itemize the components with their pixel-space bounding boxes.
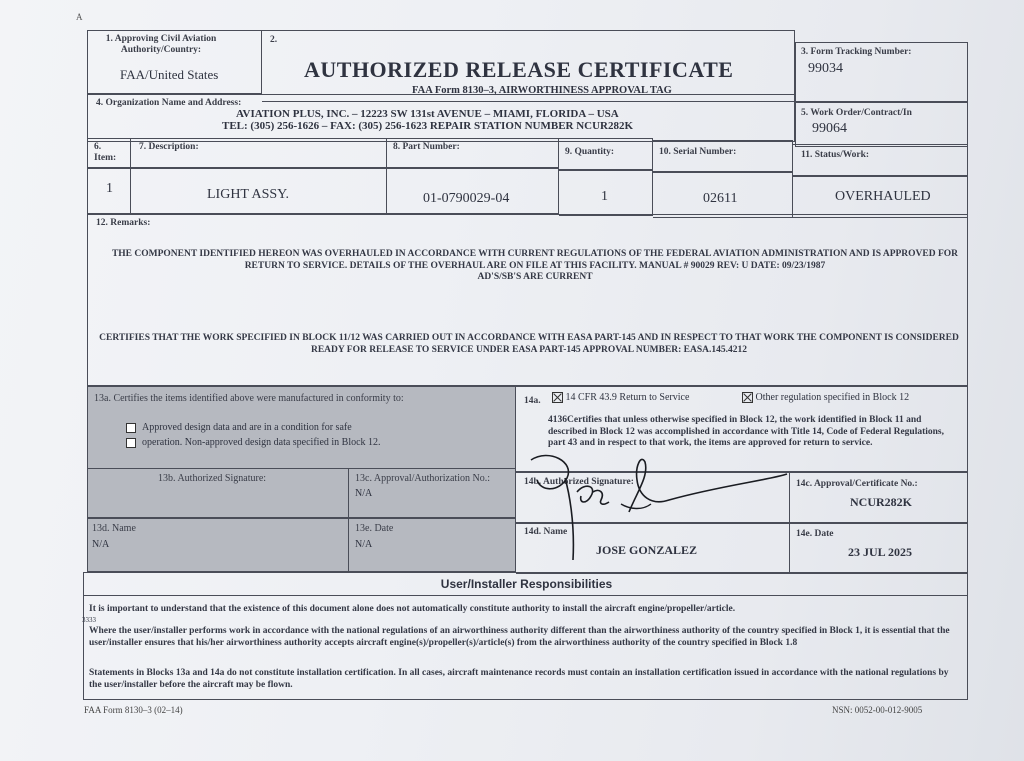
certificate-title: AUTHORIZED RELEASE CERTIFICATE <box>304 57 734 82</box>
description-cell <box>131 168 387 214</box>
serial-cell <box>653 172 793 218</box>
block-1-label: 1. Approving Civil Aviation Authority/Country: <box>105 34 217 55</box>
block-2 <box>262 30 795 102</box>
14a-statement: 4136Certifies that unless otherwise specified in Block 12, the work identified in Block 11 and described in Block 12 was accomplished in accordance with Title 14, Code of Federal Regulations, part 43 and in respect to that work, the items are approved for return to service. <box>548 415 945 448</box>
13e-value: N/A <box>355 539 373 550</box>
14a-option-other-regulation[interactable]: Other regulation specified in Block 12 <box>742 392 909 403</box>
13a-option-approved[interactable]: Approved design data and are in a condition for safe <box>126 422 352 433</box>
block-13d-label: 13d. Name <box>92 523 136 534</box>
block-3 <box>795 42 968 102</box>
responsibilities-p1: It is important to understand that the existence of this document alone does not automatically constitute authority to install the aircraft engine/propeller/article. <box>89 604 736 614</box>
remarks-ad-sb-text: AD'S/SB'S ARE CURRENT <box>477 272 593 282</box>
work-order-number: 99064 <box>812 121 847 136</box>
item-number: 1 <box>106 181 113 196</box>
block-1 <box>87 30 262 94</box>
checked-box-icon <box>742 392 753 403</box>
responsibilities-p3: Statements in Blocks 13a and 14a do not constitute installation certification. In all cases, aircraft maintenance records must contain an installation certification issued in accordance with the national regulations by the user/installer before the aircraft may be flown. <box>89 668 949 690</box>
14c-certificate-number: NCUR282K <box>850 495 912 509</box>
13a-option-nonapproved[interactable]: operation. Non-approved design data specified in Block 12. <box>126 437 381 448</box>
block-14a-label: 14a. <box>524 396 541 406</box>
remarks-label: 12. Remarks: <box>96 218 151 228</box>
responsibilities-header <box>83 572 968 596</box>
corner-mark: A <box>76 12 83 22</box>
block-13e-label: 13e. Date <box>355 523 394 534</box>
quantity-cell <box>559 170 653 216</box>
block-13e <box>349 518 516 572</box>
remarks-overhaul-text: THE COMPONENT IDENTIFIED HEREON WAS OVERHAULED IN ACCORDANCE WITH CURRENT REGULATIONS OF THE FEDERAL AVIATION ADMINISTRATION AND IS APPROVED FOR RETURN TO SERVICE. DETAILS OF THE OVERHAUL ARE ON FILE AT THIS FACILITY. MANUAL # 90029 REV: U DATE: 09/23/1987 <box>111 249 959 271</box>
handwritten-signature <box>519 452 789 562</box>
block-14d-label: 14d. Name <box>524 527 568 537</box>
13d-value: N/A <box>92 539 110 550</box>
form-number-footer: FAA Form 8130–3 (02–14) <box>84 705 183 715</box>
status-header: 11. Status/Work: <box>793 144 968 176</box>
description-header: 7. Description: <box>131 138 387 168</box>
quantity-value: 1 <box>601 189 608 204</box>
item-cell <box>87 168 131 214</box>
org-contact: TEL: (305) 256-1626 – FAX: (305) 256-1623 REPAIR STATION NUMBER NCUR282K <box>222 120 634 132</box>
form-8130-3 <box>83 30 968 700</box>
block-12-remarks <box>87 214 968 386</box>
responsibilities-body <box>83 596 968 700</box>
block-4-label: 4. Organization Name and Address: <box>96 98 242 108</box>
block-14e-label: 14e. Date <box>796 529 834 539</box>
part-number-cell <box>387 168 559 214</box>
block-5-label: 5. Work Order/Contract/In <box>801 108 912 118</box>
block-13a-label: 13a. Certifies the items identified above were manufactured in conformity to: <box>94 393 404 404</box>
block-3-label: 3. Form Tracking Number: <box>801 47 912 57</box>
margin-mark: 3333 <box>82 616 96 624</box>
form-tracking-number: 99034 <box>808 61 843 76</box>
checked-box-icon <box>552 392 563 403</box>
block-2-label: 2. <box>270 35 278 45</box>
status-cell <box>793 176 968 218</box>
block-4 <box>87 94 795 142</box>
block-14c <box>790 472 968 524</box>
status-value: OVERHAULED <box>835 189 931 204</box>
responsibilities-p2: Where the user/installer performs work in accordance with the national regulations of an airworthiness authority different than the airworthiness authority of the country specified in Block 1, it is essential that the user/installer ensures that his/her airworthiness authority accepts aircraft engine(s)/propeller(s)/article(s) from the airworthiness authority of the country specified in Block 1.8 <box>89 626 950 648</box>
quantity-header: 9. Quantity: <box>559 138 653 170</box>
13c-value: N/A <box>355 488 373 499</box>
description-value: LIGHT ASSY. <box>207 187 289 202</box>
block-13d <box>87 518 349 572</box>
responsibilities-title: User/Installer Responsibilities <box>440 577 613 591</box>
serial-value: 02611 <box>703 191 738 206</box>
block-5 <box>795 102 968 147</box>
14e-date-value: 23 JUL 2025 <box>848 545 913 559</box>
block-13c <box>349 468 516 518</box>
item-header: 6. Item: <box>87 138 131 168</box>
block-13a <box>87 386 516 472</box>
part-number-header: 8. Part Number: <box>387 138 559 168</box>
serial-header: 10. Serial Number: <box>653 140 793 172</box>
nsn-footer: NSN: 0052-00-012-9005 <box>832 705 923 715</box>
part-number-value: 01-0790029-04 <box>423 191 510 206</box>
block-13b-label: 13b. Authorized Signature: <box>158 473 267 484</box>
14d-name-value: JOSE GONZALEZ <box>596 543 698 557</box>
certificate-subtitle: FAA Form 8130–3, AIRWORTHINESS APPROVAL TAG <box>412 85 672 96</box>
checkbox-icon <box>126 423 136 433</box>
authority-country: FAA/United States <box>120 67 219 82</box>
checkbox-icon <box>126 438 136 448</box>
remarks-easa-text: CERTIFIES THAT THE WORK SPECIFIED IN BLOCK 11/12 WAS CARRIED OUT IN ACCORDANCE WITH EASA PART-145 AND IN RESPECT TO THAT WORK THE COMPONENT IS CONSIDERED READY FOR RELEASE TO SERVICE UNDER EASA PART-145 APPROVAL NUMBER: EASA.145.4212 <box>99 333 959 355</box>
block-13b <box>87 468 349 518</box>
block-14b-label: 14b. Authorized Signature: <box>524 477 634 487</box>
block-14e <box>790 522 968 574</box>
block-13c-label: 13c. Approval/Authorization No.: <box>355 473 490 484</box>
org-address: AVIATION PLUS, INC. – 12223 SW 131st AVENUE – MIAMI, FLORIDA – USA <box>236 108 619 120</box>
block-14c-label: 14c. Approval/Certificate No.: <box>796 479 918 489</box>
14a-option-cfr-43-9[interactable]: 14 CFR 43.9 Return to Service <box>552 392 689 403</box>
